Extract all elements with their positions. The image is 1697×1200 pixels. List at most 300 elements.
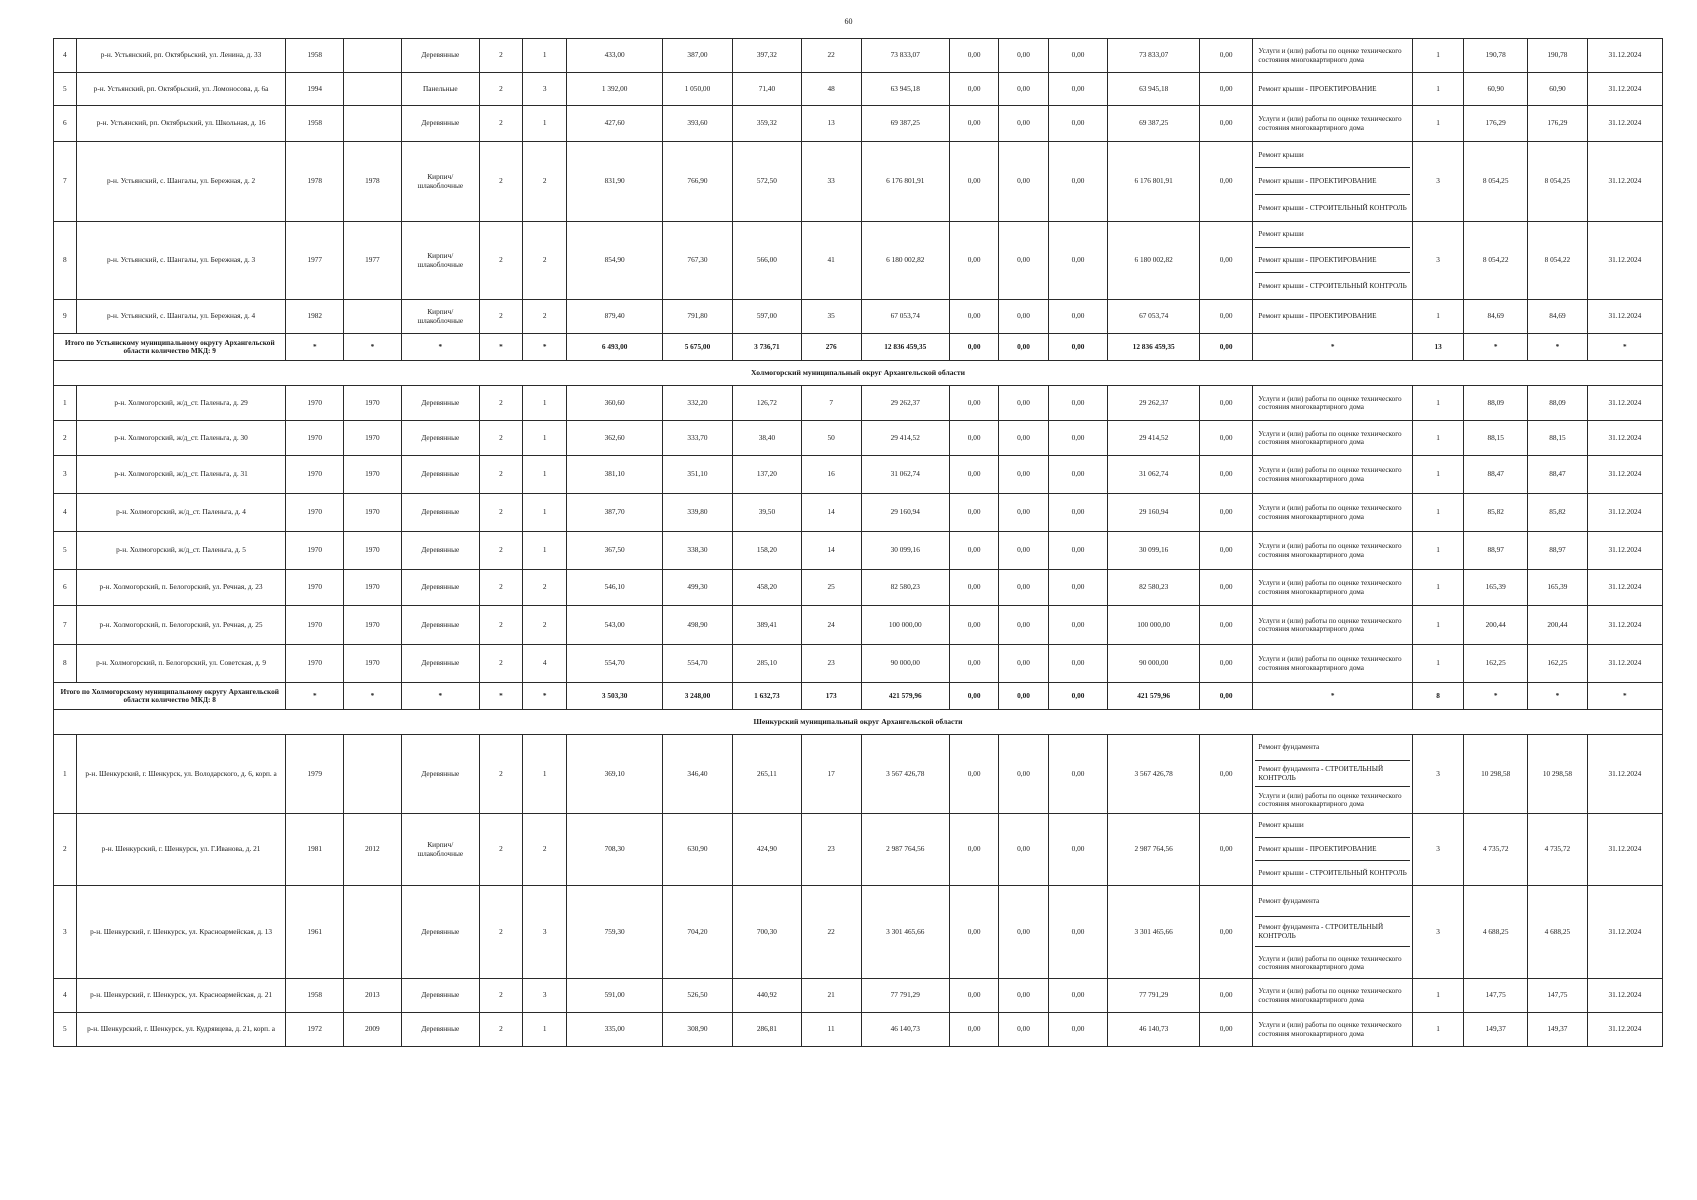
owners-funds-cell: 29 414,52 — [1108, 421, 1200, 456]
total-area-cell: 591,00 — [567, 979, 663, 1013]
unit-cost-cell: 162,25 — [1464, 645, 1528, 683]
works-count-cell: 1 — [1412, 73, 1463, 106]
owned-area-cell: 440,92 — [732, 979, 801, 1013]
total-owners-funds: 421 579,96 — [1108, 683, 1200, 710]
total-floors: * — [479, 683, 522, 710]
works-cell — [1253, 300, 1412, 334]
completion-date-cell: 31.12.2024 — [1587, 222, 1662, 300]
fund-regional-cell: 0,00 — [999, 494, 1048, 532]
total-cost-cell: 100 000,00 — [861, 606, 949, 645]
year-built-cell: 1977 — [286, 222, 344, 300]
total-living-area: 5 675,00 — [662, 334, 732, 361]
total-label: Итого по Холмогорскому муниципальному округу Архангельской области количество МКД: 8 — [54, 683, 286, 710]
year-renovated-cell: 1978 — [344, 142, 402, 222]
other-funds-cell: 0,00 — [1199, 735, 1252, 814]
work-type-item: Услуги и (или) работы по оценке технического состояния многоквартирного дома — [1258, 115, 1402, 132]
fund-regional-cell: 0,00 — [999, 1013, 1048, 1047]
table-row — [54, 300, 1663, 334]
year-renovated-cell: 1970 — [344, 532, 402, 570]
table-row — [54, 1013, 1663, 1047]
fund-regional-cell: 0,00 — [999, 645, 1048, 683]
entrances-cell: 2 — [523, 222, 567, 300]
total-area-cell: 554,70 — [567, 645, 663, 683]
fund-municipal-cell: 0,00 — [1048, 645, 1108, 683]
owners-funds-cell: 100 000,00 — [1108, 606, 1200, 645]
owners-funds-cell: 6 176 801,91 — [1108, 142, 1200, 222]
max-unit-cost-cell: 10 298,58 — [1528, 735, 1588, 814]
unit-cost-cell: 4 735,72 — [1464, 814, 1528, 886]
work-type-item: Услуги и (или) работы по оценке технического состояния многоквартирного дома — [1258, 394, 1402, 411]
works-cell — [1253, 1013, 1412, 1047]
owned-area-cell: 158,20 — [732, 532, 801, 570]
works-count-cell: 1 — [1412, 421, 1463, 456]
max-unit-cost-cell: 200,44 — [1528, 606, 1588, 645]
total-max-unit-cost: * — [1528, 334, 1588, 361]
works-cell — [1253, 814, 1412, 886]
fund-federal-cell: 0,00 — [949, 606, 998, 645]
address-cell: р-н. Шенкурский, г. Шенкурск, ул. Г.Иванова, д. 21 — [76, 814, 286, 886]
work-type-item: Услуги и (или) работы по оценке технического состояния многоквартирного дома — [1258, 542, 1402, 559]
works-cell — [1253, 39, 1412, 73]
year-renovated-cell: 2009 — [344, 1013, 402, 1047]
fund-federal-cell: 0,00 — [949, 421, 998, 456]
fund-municipal-cell: 0,00 — [1048, 73, 1108, 106]
unit-cost-cell: 8 054,25 — [1464, 142, 1528, 222]
owners-funds-cell: 63 945,18 — [1108, 73, 1200, 106]
total-total-area: 3 503,30 — [567, 683, 663, 710]
unit-cost-cell: 190,78 — [1464, 39, 1528, 73]
total-fund-regional: 0,00 — [999, 683, 1048, 710]
year-built-cell: 1972 — [286, 1013, 344, 1047]
wall-material-cell: Деревянные — [401, 886, 479, 979]
max-unit-cost-cell: 60,90 — [1528, 73, 1588, 106]
owned-area-cell: 397,32 — [732, 39, 801, 73]
address-cell: р-н. Устьянский, с. Шангалы, ул. Бережная, д. 2 — [76, 142, 286, 222]
fund-municipal-cell: 0,00 — [1048, 570, 1108, 606]
works-cell — [1253, 886, 1412, 979]
total-area-cell: 387,70 — [567, 494, 663, 532]
fund-federal-cell: 0,00 — [949, 494, 998, 532]
total-row — [54, 334, 1663, 361]
works-count-cell: 1 — [1412, 645, 1463, 683]
unit-cost-cell: 88,09 — [1464, 386, 1528, 421]
total-cost-cell: 30 099,16 — [861, 532, 949, 570]
table-row — [54, 645, 1663, 683]
unit-cost-cell: 60,90 — [1464, 73, 1528, 106]
completion-date-cell: 31.12.2024 — [1587, 106, 1662, 142]
floors-cell: 2 — [479, 142, 522, 222]
year-renovated-cell: 1970 — [344, 645, 402, 683]
table-row — [54, 494, 1663, 532]
works-cell — [1253, 222, 1412, 300]
total-completion-date: * — [1587, 683, 1662, 710]
living-area-cell: 499,30 — [662, 570, 732, 606]
year-built-cell: 1970 — [286, 570, 344, 606]
wall-material-cell: Деревянные — [401, 735, 479, 814]
row-number: 4 — [54, 979, 77, 1013]
works-cell — [1253, 735, 1412, 814]
table-row — [54, 73, 1663, 106]
total-other-funds: 0,00 — [1199, 683, 1252, 710]
unit-cost-cell: 84,69 — [1464, 300, 1528, 334]
floors-cell: 2 — [479, 886, 522, 979]
wall-material-cell: Деревянные — [401, 570, 479, 606]
fund-federal-cell: 0,00 — [949, 73, 998, 106]
address-cell: р-н. Холмогорский, п. Белогорский, ул. Советская, д. 9 — [76, 645, 286, 683]
fund-municipal-cell: 0,00 — [1048, 421, 1108, 456]
total-area-cell: 708,30 — [567, 814, 663, 886]
work-type-item: Ремонт фундамента - СТРОИТЕЛЬНЫЙ КОНТРОЛЬ — [1255, 917, 1409, 948]
entrances-cell: 2 — [523, 142, 567, 222]
fund-regional-cell: 0,00 — [999, 421, 1048, 456]
other-funds-cell: 0,00 — [1199, 606, 1252, 645]
residents-cell: 14 — [801, 532, 861, 570]
completion-date-cell: 31.12.2024 — [1587, 73, 1662, 106]
address-cell: р-н. Холмогорский, ж/д_ст. Паленьга, д. 5 — [76, 532, 286, 570]
wall-material-cell: Деревянные — [401, 106, 479, 142]
page-number: 60 — [844, 17, 853, 26]
completion-date-cell: 31.12.2024 — [1587, 570, 1662, 606]
total-area-cell: 367,50 — [567, 532, 663, 570]
work-type-item: Услуги и (или) работы по оценке технического состояния многоквартирного дома — [1258, 429, 1402, 446]
wall-material-cell: Деревянные — [401, 421, 479, 456]
total-entrances: * — [523, 683, 567, 710]
address-cell: р-н. Устьянский, рп. Октябрьский, ул. Школьная, д. 16 — [76, 106, 286, 142]
fund-municipal-cell: 0,00 — [1048, 886, 1108, 979]
living-area-cell: 338,30 — [662, 532, 732, 570]
total-label: Итого по Устьянскому муниципальному округу Архангельской области количество МКД: 9 — [54, 334, 286, 361]
wall-material-cell: Деревянные — [401, 1013, 479, 1047]
table-row — [54, 814, 1663, 886]
max-unit-cost-cell: 190,78 — [1528, 39, 1588, 73]
fund-regional-cell: 0,00 — [999, 606, 1048, 645]
owned-area-cell: 38,40 — [732, 421, 801, 456]
works-cell — [1253, 456, 1412, 494]
year-built-cell: 1970 — [286, 421, 344, 456]
table-row — [54, 886, 1663, 979]
works-cell — [1253, 421, 1412, 456]
unit-cost-cell: 165,39 — [1464, 570, 1528, 606]
residents-cell: 41 — [801, 222, 861, 300]
completion-date-cell: 31.12.2024 — [1587, 886, 1662, 979]
max-unit-cost-cell: 149,37 — [1528, 1013, 1588, 1047]
floors-cell: 2 — [479, 222, 522, 300]
owners-funds-cell: 77 791,29 — [1108, 979, 1200, 1013]
total-cost-cell: 2 987 764,56 — [861, 814, 949, 886]
year-built-cell: 1961 — [286, 886, 344, 979]
owned-area-cell: 359,32 — [732, 106, 801, 142]
owners-funds-cell: 90 000,00 — [1108, 645, 1200, 683]
works-count-cell: 3 — [1412, 735, 1463, 814]
living-area-cell: 498,90 — [662, 606, 732, 645]
total-cost-cell: 31 062,74 — [861, 456, 949, 494]
year-built-cell: 1970 — [286, 386, 344, 421]
fund-regional-cell: 0,00 — [999, 570, 1048, 606]
floors-cell: 2 — [479, 570, 522, 606]
works-count-cell: 1 — [1412, 979, 1463, 1013]
unit-cost-cell: 176,29 — [1464, 106, 1528, 142]
owned-area-cell: 39,50 — [732, 494, 801, 532]
fund-regional-cell: 0,00 — [999, 814, 1048, 886]
row-number: 5 — [54, 532, 77, 570]
living-area-cell: 767,30 — [662, 222, 732, 300]
year-renovated-cell — [344, 886, 402, 979]
residents-cell: 16 — [801, 456, 861, 494]
work-type-item: Ремонт фундамента — [1255, 735, 1409, 761]
wall-material-cell: Деревянные — [401, 456, 479, 494]
floors-cell: 2 — [479, 645, 522, 683]
total-works-count: 13 — [1412, 334, 1463, 361]
unit-cost-cell: 147,75 — [1464, 979, 1528, 1013]
residents-cell: 22 — [801, 886, 861, 979]
owners-funds-cell: 46 140,73 — [1108, 1013, 1200, 1047]
year-renovated-cell: 2013 — [344, 979, 402, 1013]
other-funds-cell: 0,00 — [1199, 886, 1252, 979]
works-count-cell: 3 — [1412, 886, 1463, 979]
wall-material-cell: Деревянные — [401, 39, 479, 73]
work-type-item: Ремонт крыши - ПРОЕКТИРОВАНИЕ — [1255, 168, 1409, 194]
entrances-cell: 2 — [523, 814, 567, 886]
other-funds-cell: 0,00 — [1199, 386, 1252, 421]
table-row — [54, 142, 1663, 222]
living-area-cell: 346,40 — [662, 735, 732, 814]
total-cost-cell: 90 000,00 — [861, 645, 949, 683]
total-row — [54, 683, 1663, 710]
owners-funds-cell: 3 567 426,78 — [1108, 735, 1200, 814]
entrances-cell: 1 — [523, 39, 567, 73]
entrances-cell: 1 — [523, 735, 567, 814]
year-built-cell: 1979 — [286, 735, 344, 814]
floors-cell: 2 — [479, 494, 522, 532]
year-renovated-cell: 1970 — [344, 421, 402, 456]
work-type-item: Ремонт фундамента - СТРОИТЕЛЬНЫЙ КОНТРОЛЬ — [1255, 761, 1409, 787]
total-area-cell: 543,00 — [567, 606, 663, 645]
living-area-cell: 554,70 — [662, 645, 732, 683]
total-cost-cell: 29 414,52 — [861, 421, 949, 456]
owners-funds-cell: 29 160,94 — [1108, 494, 1200, 532]
address-cell: р-н. Холмогорский, п. Белогорский, ул. Речная, д. 25 — [76, 606, 286, 645]
total-cost-cell: 82 580,23 — [861, 570, 949, 606]
other-funds-cell: 0,00 — [1199, 1013, 1252, 1047]
work-type-item: Услуги и (или) работы по оценке технического состояния многоквартирного дома — [1258, 579, 1402, 596]
row-number: 1 — [54, 735, 77, 814]
total-other-funds: 0,00 — [1199, 334, 1252, 361]
fund-municipal-cell: 0,00 — [1048, 300, 1108, 334]
other-funds-cell: 0,00 — [1199, 645, 1252, 683]
entrances-cell: 1 — [523, 532, 567, 570]
total-fund-municipal: 0,00 — [1048, 334, 1108, 361]
address-cell: р-н. Устьянский, рп. Октябрьский, ул. Ломоносова, д. 6а — [76, 73, 286, 106]
work-type-item: Ремонт крыши - ПРОЕКТИРОВАНИЕ — [1255, 838, 1409, 862]
owned-area-cell: 265,11 — [732, 735, 801, 814]
completion-date-cell: 31.12.2024 — [1587, 606, 1662, 645]
fund-municipal-cell: 0,00 — [1048, 39, 1108, 73]
works-count-cell: 1 — [1412, 1013, 1463, 1047]
max-unit-cost-cell: 8 054,25 — [1528, 142, 1588, 222]
other-funds-cell: 0,00 — [1199, 456, 1252, 494]
table-row — [54, 735, 1663, 814]
row-number: 3 — [54, 886, 77, 979]
work-type-item: Ремонт крыши — [1255, 814, 1409, 838]
work-type-item: Услуги и (или) работы по оценке технического состояния многоквартирного дома — [1258, 47, 1402, 64]
total-cost-cell: 29 160,94 — [861, 494, 949, 532]
owned-area-cell: 424,90 — [732, 814, 801, 886]
owners-funds-cell: 29 262,37 — [1108, 386, 1200, 421]
row-number: 4 — [54, 494, 77, 532]
fund-federal-cell: 0,00 — [949, 222, 998, 300]
wall-material-cell: Деревянные — [401, 532, 479, 570]
floors-cell: 2 — [479, 606, 522, 645]
works-cell — [1253, 606, 1412, 645]
owners-funds-cell: 6 180 002,82 — [1108, 222, 1200, 300]
owned-area-cell: 126,72 — [732, 386, 801, 421]
address-cell: р-н. Шенкурский, г. Шенкурск, ул. Володарского, д. 6, корп. а — [76, 735, 286, 814]
total-cost-cell: 73 833,07 — [861, 39, 949, 73]
works-cell — [1253, 979, 1412, 1013]
max-unit-cost-cell: 88,97 — [1528, 532, 1588, 570]
total-area-cell: 831,90 — [567, 142, 663, 222]
residents-cell: 23 — [801, 645, 861, 683]
fund-regional-cell: 0,00 — [999, 142, 1048, 222]
year-built-cell: 1970 — [286, 494, 344, 532]
total-total-area: 6 493,00 — [567, 334, 663, 361]
entrances-cell: 1 — [523, 386, 567, 421]
total-entrances: * — [523, 334, 567, 361]
owned-area-cell: 458,20 — [732, 570, 801, 606]
address-cell: р-н. Устьянский, рп. Октябрьский, ул. Ленина, д. 33 — [76, 39, 286, 73]
unit-cost-cell: 10 298,58 — [1464, 735, 1528, 814]
total-cost-cell: 67 053,74 — [861, 300, 949, 334]
entrances-cell: 1 — [523, 106, 567, 142]
living-area-cell: 308,90 — [662, 1013, 732, 1047]
work-type-item: Услуги и (или) работы по оценке технического состояния многоквартирного дома — [1258, 466, 1402, 483]
total-area-cell: 759,30 — [567, 886, 663, 979]
works-count-cell: 1 — [1412, 494, 1463, 532]
max-unit-cost-cell: 84,69 — [1528, 300, 1588, 334]
total-area-cell: 427,60 — [567, 106, 663, 142]
wall-material-cell: Кирпич/ шлакоблочные — [401, 814, 479, 886]
living-area-cell: 526,50 — [662, 979, 732, 1013]
other-funds-cell: 0,00 — [1199, 570, 1252, 606]
work-type-item: Услуги и (или) работы по оценке технического состояния многоквартирного дома — [1258, 791, 1402, 808]
fund-municipal-cell: 0,00 — [1048, 456, 1108, 494]
address-cell: р-н. Холмогорский, ж/д_ст. Паленьга, д. 4 — [76, 494, 286, 532]
table-row — [54, 386, 1663, 421]
other-funds-cell: 0,00 — [1199, 300, 1252, 334]
address-cell: р-н. Устьянский, с. Шангалы, ул. Бережная, д. 3 — [76, 222, 286, 300]
table-row — [54, 979, 1663, 1013]
total-year-built: * — [286, 334, 344, 361]
other-funds-cell: 0,00 — [1199, 979, 1252, 1013]
completion-date-cell: 31.12.2024 — [1587, 421, 1662, 456]
floors-cell: 2 — [479, 735, 522, 814]
total-fund-federal: 0,00 — [949, 334, 998, 361]
total-cost-cell: 69 387,25 — [861, 106, 949, 142]
fund-federal-cell: 0,00 — [949, 645, 998, 683]
fund-federal-cell: 0,00 — [949, 886, 998, 979]
wall-material-cell: Кирпич/ шлакоблочные — [401, 142, 479, 222]
row-number: 6 — [54, 106, 77, 142]
total-residents: 276 — [801, 334, 861, 361]
entrances-cell: 3 — [523, 979, 567, 1013]
row-number: 1 — [54, 386, 77, 421]
other-funds-cell: 0,00 — [1199, 532, 1252, 570]
owned-area-cell: 389,41 — [732, 606, 801, 645]
total-works: * — [1253, 334, 1412, 361]
row-number: 9 — [54, 300, 77, 334]
work-type-item: Ремонт фундамента — [1255, 886, 1409, 917]
residents-cell: 11 — [801, 1013, 861, 1047]
unit-cost-cell: 200,44 — [1464, 606, 1528, 645]
fund-regional-cell: 0,00 — [999, 386, 1048, 421]
row-number: 4 — [54, 39, 77, 73]
entrances-cell: 2 — [523, 606, 567, 645]
address-cell: р-н. Устьянский, с. Шангалы, ул. Бережная, д. 4 — [76, 300, 286, 334]
works-count-cell: 3 — [1412, 142, 1463, 222]
living-area-cell: 351,10 — [662, 456, 732, 494]
address-cell: р-н. Шенкурский, г. Шенкурск, ул. Красноармейская, д. 21 — [76, 979, 286, 1013]
unit-cost-cell: 149,37 — [1464, 1013, 1528, 1047]
work-type-item: Ремонт крыши — [1255, 142, 1409, 168]
year-renovated-cell: 1970 — [344, 456, 402, 494]
fund-regional-cell: 0,00 — [999, 886, 1048, 979]
fund-federal-cell: 0,00 — [949, 735, 998, 814]
max-unit-cost-cell: 88,09 — [1528, 386, 1588, 421]
completion-date-cell: 31.12.2024 — [1587, 39, 1662, 73]
entrances-cell: 2 — [523, 300, 567, 334]
row-number: 6 — [54, 570, 77, 606]
living-area-cell: 339,80 — [662, 494, 732, 532]
year-built-cell: 1958 — [286, 39, 344, 73]
entrances-cell: 1 — [523, 421, 567, 456]
year-built-cell: 1978 — [286, 142, 344, 222]
floors-cell: 2 — [479, 421, 522, 456]
works-cell — [1253, 532, 1412, 570]
max-unit-cost-cell: 176,29 — [1528, 106, 1588, 142]
entrances-cell: 1 — [523, 456, 567, 494]
floors-cell: 2 — [479, 532, 522, 570]
total-wall-material: * — [401, 334, 479, 361]
living-area-cell: 766,90 — [662, 142, 732, 222]
total-max-unit-cost: * — [1528, 683, 1588, 710]
floors-cell: 2 — [479, 300, 522, 334]
floors-cell: 2 — [479, 1013, 522, 1047]
owners-funds-cell: 2 987 764,56 — [1108, 814, 1200, 886]
works-cell — [1253, 73, 1412, 106]
fund-federal-cell: 0,00 — [949, 300, 998, 334]
unit-cost-cell: 88,97 — [1464, 532, 1528, 570]
works-count-cell: 1 — [1412, 106, 1463, 142]
other-funds-cell: 0,00 — [1199, 39, 1252, 73]
residents-cell: 21 — [801, 979, 861, 1013]
living-area-cell: 332,20 — [662, 386, 732, 421]
year-renovated-cell: 1970 — [344, 570, 402, 606]
residents-cell: 24 — [801, 606, 861, 645]
fund-municipal-cell: 0,00 — [1048, 606, 1108, 645]
owned-area-cell: 597,00 — [732, 300, 801, 334]
work-type-item: Ремонт крыши — [1255, 222, 1409, 248]
floors-cell: 2 — [479, 979, 522, 1013]
completion-date-cell: 31.12.2024 — [1587, 979, 1662, 1013]
year-renovated-cell — [344, 735, 402, 814]
total-residents: 173 — [801, 683, 861, 710]
wall-material-cell: Деревянные — [401, 645, 479, 683]
row-number: 5 — [54, 1013, 77, 1047]
year-renovated-cell — [344, 106, 402, 142]
row-number: 3 — [54, 456, 77, 494]
year-renovated-cell: 1970 — [344, 386, 402, 421]
works-cell — [1253, 570, 1412, 606]
